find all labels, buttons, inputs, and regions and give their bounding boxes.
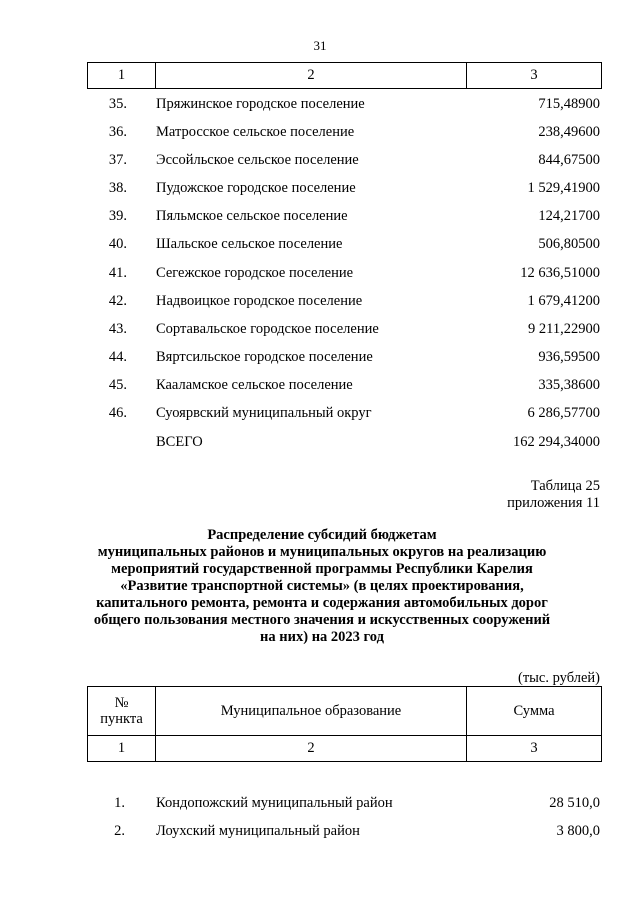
table-row [0,377,640,397]
row-value: 238,49600 [538,124,600,140]
table2-col-sum-header: Сумма [467,687,602,736]
table2-col-num-header [88,687,156,736]
num-header-line: пункта [100,711,143,727]
document-title [80,527,564,646]
row-name: Пяльмское сельское поселение [156,208,348,224]
table-row [0,180,640,200]
title-line: общего пользования местного значения и искусственных сооружений [93,612,551,628]
row-name: Лоухский муниципальный район [156,823,360,839]
table-row [0,265,640,285]
table1-col1-number: 1 [88,63,156,89]
table-row [0,321,640,341]
row-name: Кондопожский муниципальный район [156,795,393,811]
row-number: 46. [108,405,127,421]
row-name: Матросское сельское поселение [156,124,355,140]
row-number: 41. [108,265,127,281]
total-value: 162 294,34000 [513,434,600,450]
table-row [0,795,640,815]
row-value: 12 636,51000 [520,265,600,281]
row-name: Сегежское городское поселение [156,265,354,281]
row-number: 39. [108,208,127,224]
table1-col2-number: 2 [156,63,467,89]
row-number: 1. [114,795,125,811]
table2-col2-number: 2 [156,736,467,762]
table-row [0,236,640,256]
row-value: 1 529,41900 [527,180,600,196]
table-row [0,293,640,313]
row-value: 28 510,0 [549,795,600,811]
row-value: 9 211,22900 [528,321,600,337]
row-name: Надвоицкое городское поселение [156,293,363,309]
row-value: 715,48900 [538,96,600,112]
title-line: на них) на 2023 год [260,629,384,645]
title-line: «Развитие транспортной системы» (в целях проектирования, [120,578,524,594]
row-value: 1 679,41200 [527,293,600,309]
row-number: 42. [108,293,127,309]
table1-header [87,62,602,89]
total-label: ВСЕГО [156,434,203,450]
table1-col3-number: 3 [467,63,602,89]
table-row [0,152,640,172]
row-value: 335,38600 [538,377,600,393]
row-value: 844,67500 [538,152,600,168]
title-line: капитального ремонта, ремонта и содержания автомобильных дорог [96,595,548,611]
table-row [0,349,640,369]
row-number: 37. [108,152,127,168]
row-number: 35. [108,96,127,112]
row-name: Шальское сельское поселение [156,236,343,252]
row-number: 44. [108,349,127,365]
row-value: 3 800,0 [556,823,600,839]
row-number: 36. [108,124,127,140]
row-name: Суоярвский муниципальный округ [156,405,372,421]
row-value: 124,21700 [538,208,600,224]
table2-col-name-header: Муниципальное образование [156,687,467,736]
table-reference-line1: Таблица 25 [530,478,600,494]
row-name: Сортавальское городское поселение [156,321,379,337]
title-line: Распределение субсидий бюджетам [207,527,437,543]
row-name: Кааламское сельское поселение [156,377,353,393]
row-number: 2. [114,823,125,839]
table2-col3-number: 3 [467,736,602,762]
table-row [0,124,640,144]
units-note: (тыс. рублей) [518,670,600,686]
row-value: 6 286,57700 [527,405,600,421]
table2-header [87,686,602,762]
num-header-line: № [114,695,129,711]
row-number: 43. [108,321,127,337]
table-reference-line2: приложения 11 [507,495,600,511]
table-row [0,208,640,228]
page-number: 31 [313,38,327,53]
row-number: 45. [108,377,127,393]
title-line: муниципальных районов и муниципальных округов на реализацию [97,544,547,560]
row-value: 506,80500 [538,236,600,252]
row-value: 936,59500 [538,349,600,365]
table-row [0,823,640,843]
row-name: Вяртсильское городское поселение [156,349,373,365]
row-name: Пряжинское городское поселение [156,96,365,112]
table-total-row [0,434,640,454]
row-name: Эссойльское сельское поселение [156,152,359,168]
row-name: Пудожское городское поселение [156,180,356,196]
table2-col1-number: 1 [88,736,156,762]
title-line: мероприятий государственной программы Республики Карелия [111,561,533,577]
table-row [0,405,640,425]
table-row [0,96,640,116]
row-number: 38. [108,180,127,196]
row-number: 40. [108,236,127,252]
